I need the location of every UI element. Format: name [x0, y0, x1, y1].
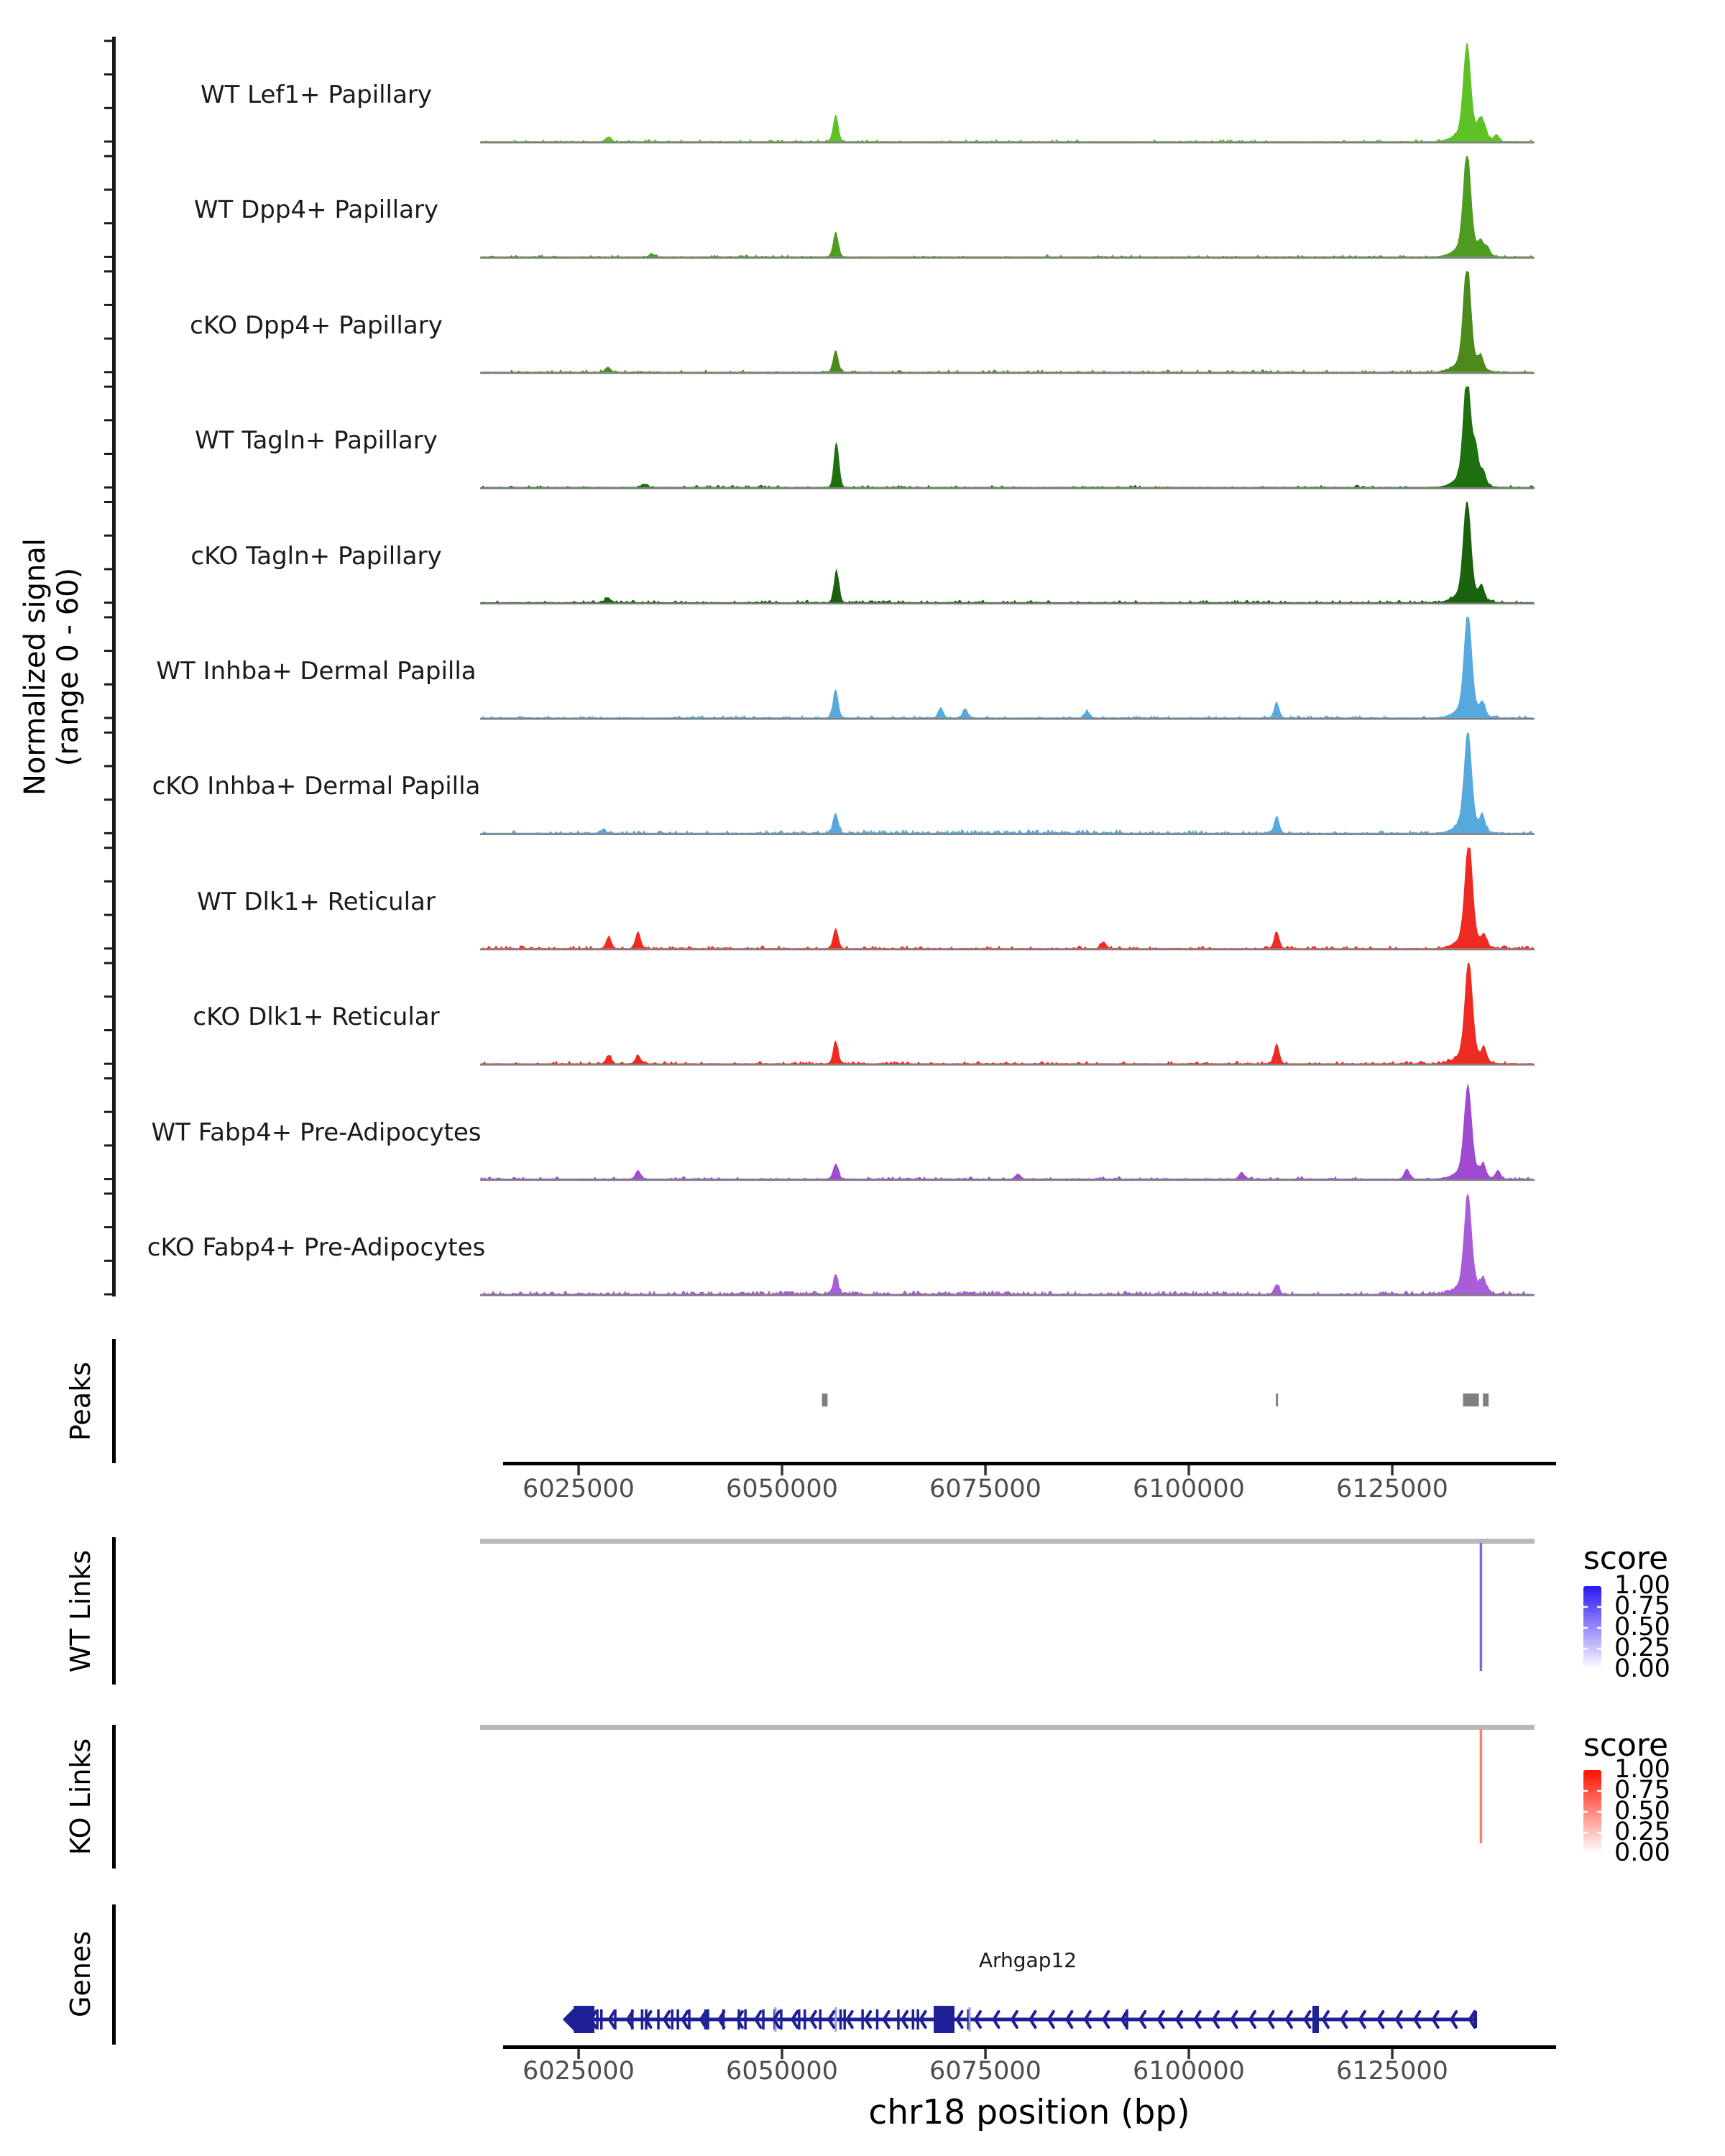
ko-colorbar-tick — [1583, 1811, 1588, 1813]
wt-links-border — [480, 1539, 1535, 1544]
gene-exon-tick — [600, 2009, 603, 2030]
wt-score-tick-075: 0.75 — [1614, 1592, 1670, 1621]
y-axis-tick — [104, 73, 114, 75]
gene-exon-tick — [804, 2009, 806, 2030]
coverage-area-5 — [480, 617, 1535, 719]
gene-axis-tick-6050000: 6050000 — [726, 2057, 838, 2086]
track-baseline — [480, 372, 1535, 374]
coverage-area-3 — [480, 387, 1535, 488]
ko-score-legend-title: score — [1583, 1727, 1669, 1764]
y-axis-tick — [104, 847, 114, 849]
gene-exon-tick — [912, 2009, 915, 2030]
coverage-area-9 — [480, 1083, 1535, 1179]
y-axis-tick — [104, 371, 114, 373]
peaks-axis-tick-6050000: 6050000 — [726, 1475, 838, 1503]
y-axis-tick — [104, 1077, 114, 1079]
x-axis-label: chr18 position (bp) — [868, 2093, 1190, 2132]
y-axis-tick — [104, 386, 114, 388]
y-axis-tick — [104, 1063, 114, 1065]
y-axis-tick — [104, 1111, 114, 1113]
section-axis-peaks — [112, 1339, 116, 1463]
wt-score-tick-050: 0.50 — [1614, 1613, 1670, 1641]
y-axis-tick — [104, 535, 114, 537]
section-label-ko-links: KO Links — [65, 1738, 96, 1856]
track-label-cko-inhba: cKO Inhba+ Dermal Papilla — [152, 772, 481, 801]
ko-score-tick-000: 0.00 — [1614, 1838, 1670, 1867]
ko-colorbar-tick — [1597, 1832, 1601, 1834]
y-axis-tick — [104, 1192, 114, 1194]
y-axis-tick — [104, 765, 114, 768]
section-label-peaks: Peaks — [65, 1361, 96, 1442]
y-axis-tick — [104, 947, 114, 949]
wt-score-tick-000: 0.00 — [1614, 1654, 1670, 1683]
wt-colorbar-tick — [1583, 1627, 1588, 1629]
coverage-area-10 — [480, 1194, 1535, 1295]
ko-colorbar-tick — [1583, 1790, 1588, 1792]
coverage-area-6 — [480, 732, 1535, 834]
y-axis-tick — [104, 1178, 114, 1180]
y-axis-label — [19, 538, 85, 796]
y-axis-tick — [104, 995, 114, 998]
section-axis-genes — [112, 1904, 116, 2045]
gene-exon-tick — [876, 2009, 879, 2030]
track-baseline — [480, 1064, 1535, 1066]
peak-call-1 — [1276, 1393, 1278, 1406]
gene-light-exon-tick — [969, 2007, 971, 2032]
y-axis-tick — [104, 1294, 114, 1296]
y-axis-tick — [104, 141, 114, 143]
peaks-axis-tick-6100000: 6100000 — [1133, 1475, 1245, 1503]
peak-call-3 — [1483, 1393, 1489, 1406]
wt-colorbar-tick — [1597, 1648, 1601, 1650]
track-baseline — [480, 257, 1535, 259]
coverage-area-1 — [480, 156, 1535, 257]
y-axis-tick — [104, 717, 114, 719]
gene-exon-tick — [707, 2009, 709, 2030]
section-axis-wt-links — [112, 1537, 116, 1685]
peaks-axis-tick-6075000: 6075000 — [929, 1475, 1041, 1503]
peaks-genome-axis — [503, 1462, 1556, 1465]
ko-score-tick-100: 1.00 — [1614, 1755, 1670, 1784]
y-axis-tick — [104, 419, 114, 421]
gene-exon-tick — [861, 2009, 864, 2030]
gene-exon-tick — [762, 2009, 765, 2030]
wt-colorbar-tick — [1597, 1627, 1601, 1629]
peak-call-0 — [822, 1393, 827, 1406]
gene-exon-tick — [676, 2009, 679, 2030]
peaks-genome-axis-tick — [1391, 1465, 1394, 1475]
coverage-area-7 — [480, 847, 1535, 949]
y-axis-tick — [104, 304, 114, 306]
gene-exon-tick — [671, 2009, 673, 2030]
section-label-genes: Genes — [65, 1930, 96, 2018]
wt-colorbar-tick — [1583, 1648, 1588, 1650]
gene-big-exon-1 — [934, 2006, 954, 2033]
track-baseline — [480, 487, 1535, 489]
gene-exon-tick — [744, 2009, 747, 2030]
gene-exon-tick — [840, 2009, 842, 2030]
peak-call-2 — [1463, 1393, 1478, 1406]
peaks-genome-axis-tick — [781, 1465, 783, 1475]
track-baseline — [480, 142, 1535, 144]
track-baseline — [480, 833, 1535, 835]
wt-colorbar-tick — [1597, 1606, 1601, 1608]
track-label-cko-tagln: cKO Tagln+ Papillary — [190, 542, 442, 571]
gene-axis-tick-6075000: 6075000 — [929, 2057, 1041, 2086]
y-axis-tick — [104, 832, 114, 834]
y-axis-tick — [104, 501, 114, 503]
wt-score-legend-title: score — [1583, 1540, 1669, 1577]
gene-tall-exon-0 — [1312, 2006, 1319, 2033]
ko-score-tick-050: 0.50 — [1614, 1797, 1670, 1825]
track-label-cko-dpp4: cKO Dpp4+ Papillary — [190, 311, 443, 340]
ko-link-line — [1480, 1729, 1483, 1843]
y-axis-tick — [104, 189, 114, 191]
wt-colorbar-tick — [1583, 1606, 1588, 1608]
y-axis-tick — [104, 1226, 114, 1228]
ko-score-tick-075: 0.75 — [1614, 1776, 1670, 1805]
ko-score-tick-025: 0.25 — [1614, 1818, 1670, 1846]
track-label-cko-fabp4: cKO Fabp4+ Pre-Adipocytes — [147, 1233, 486, 1262]
gene-exon-tick — [780, 2009, 783, 2030]
track-baseline — [480, 603, 1535, 605]
y-axis-tick — [104, 650, 114, 652]
coverage-area-4 — [480, 502, 1535, 603]
y-axis-tick — [104, 487, 114, 489]
wt-score-tick-100: 1.00 — [1614, 1571, 1670, 1600]
coverage-area-0 — [480, 43, 1535, 142]
track-label-wt-tagln: WT Tagln+ Papillary — [195, 426, 438, 455]
coverage-area-2 — [480, 271, 1535, 372]
peaks-axis-tick-6025000: 6025000 — [523, 1475, 635, 1503]
wt-link-line — [1480, 1543, 1483, 1671]
gene-exon-tick — [641, 2009, 644, 2030]
y-axis-tick — [104, 256, 114, 258]
gene-name-label: Arhgap12 — [978, 1948, 1077, 1972]
gene-axis-tick-6100000: 6100000 — [1133, 2057, 1245, 2086]
y-axis-tick — [104, 962, 114, 964]
peaks-genome-axis-tick — [577, 1465, 580, 1475]
track-baseline — [480, 1294, 1535, 1296]
peaks-axis-tick-6125000: 6125000 — [1336, 1475, 1448, 1503]
y-axis-tick — [104, 40, 114, 42]
y-axis-label-line2: (range 0 - 60) — [52, 567, 85, 767]
track-baseline — [480, 949, 1535, 951]
section-axis-ko-links — [112, 1725, 116, 1869]
gene-exon-tick — [657, 2009, 660, 2030]
gene-axis-tick-6025000: 6025000 — [523, 2057, 635, 2086]
y-axis-tick — [104, 732, 114, 734]
y-axis-tick — [104, 155, 114, 157]
ko-colorbar-tick — [1583, 1832, 1588, 1834]
track-baseline — [480, 1179, 1535, 1181]
gene-exon-tick — [819, 2009, 822, 2030]
ko-links-border — [480, 1725, 1535, 1730]
track-label-wt-inhba: WT Inhba+ Dermal Papilla — [156, 657, 477, 686]
gene-exon-tick — [897, 2009, 900, 2030]
y-axis-tick — [104, 602, 114, 604]
y-axis-tick — [104, 616, 114, 618]
y-axis-label-line1: Normalized signal — [19, 538, 52, 796]
y-axis-tick — [104, 270, 114, 272]
coverage-area-8 — [480, 963, 1535, 1064]
peaks-genome-axis-tick — [984, 1465, 987, 1475]
track-label-wt-dlk1: WT Dlk1+ Reticular — [197, 888, 436, 916]
track-label-wt-lef1: WT Lef1+ Papillary — [200, 80, 433, 109]
gene-axis-tick-6125000: 6125000 — [1336, 2057, 1448, 2086]
wt-score-tick-025: 0.25 — [1614, 1634, 1670, 1662]
gene-genome-axis — [503, 2045, 1556, 2049]
y-axis-tick — [104, 880, 114, 883]
track-label-cko-dlk1: cKO Dlk1+ Reticular — [193, 1003, 440, 1031]
ko-colorbar-tick — [1597, 1790, 1601, 1792]
track-label-wt-fabp4: WT Fabp4+ Pre-Adipocytes — [151, 1118, 482, 1147]
peaks-genome-axis-tick — [1187, 1465, 1190, 1475]
ko-colorbar-tick — [1597, 1811, 1601, 1813]
track-baseline — [480, 718, 1535, 720]
section-label-wt-links: WT Links — [65, 1549, 96, 1673]
track-label-wt-dpp4: WT Dpp4+ Papillary — [193, 195, 439, 224]
